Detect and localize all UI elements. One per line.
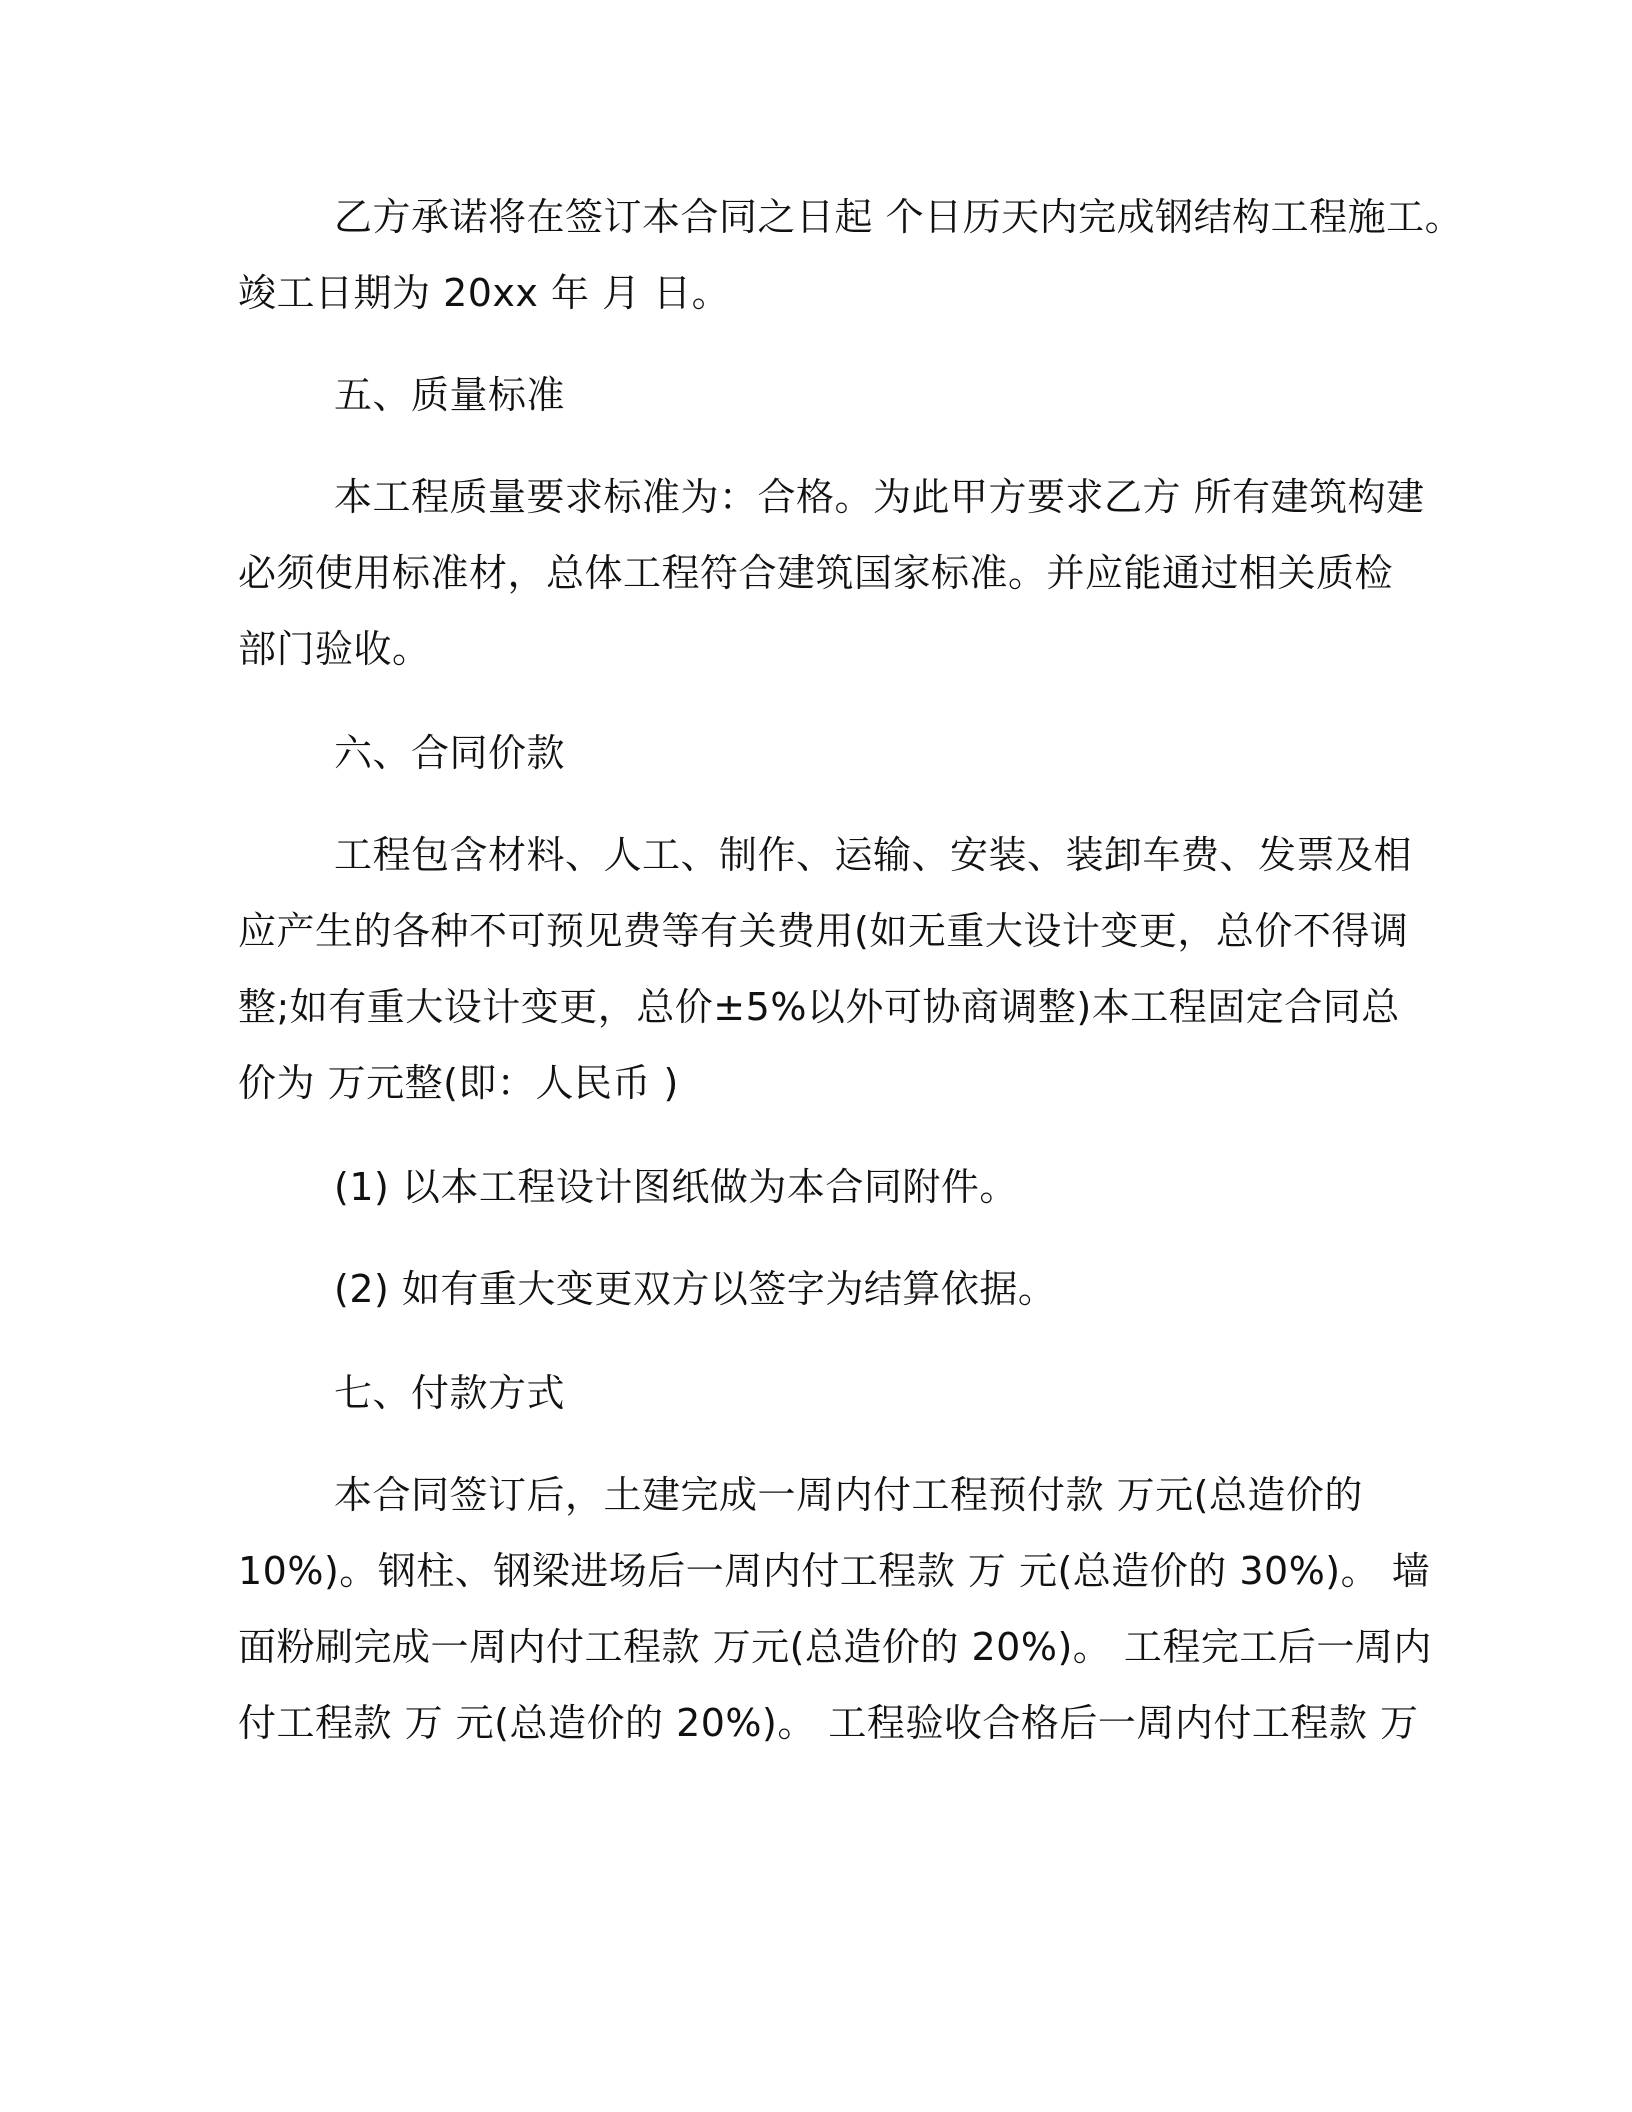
section-heading-quality: 五、质量标准: [334, 373, 566, 417]
paragraph-quality-line-3: 部门验收。: [238, 627, 431, 671]
paragraph-quality-line-1: 本工程质量要求标准为：合格。为此甲方要求乙方 所有建筑构建: [334, 475, 1425, 519]
paragraph-quality-line-2: 必须使用标准材，总体工程符合建筑国家标准。并应能通过相关质检: [238, 551, 1394, 595]
paragraph-completion-line-1: 乙方承诺将在签订本合同之日起 个日历天内完成钢结构工程施工。: [334, 195, 1464, 239]
paragraph-payment-line-2: 10%)。钢柱、钢梁进场后一周内付工程款 万 元(总造价的 30%)。 墙: [238, 1549, 1431, 1593]
paragraph-payment-line-3: 面粉刷完成一周内付工程款 万元(总造价的 20%)。 工程完工后一周内: [238, 1625, 1432, 1669]
paragraph-payment-line-1: 本合同签订后，土建完成一周内付工程预付款 万元(总造价的: [334, 1473, 1363, 1517]
paragraph-payment-line-4: 付工程款 万 元(总造价的 20%)。 工程验收合格后一周内付工程款 万: [238, 1701, 1419, 1745]
paragraph-price-line-2: 应产生的各种不可预见费等有关费用(如无重大设计变更，总价不得调: [238, 909, 1409, 953]
list-item-1: (1) 以本工程设计图纸做为本合同附件。: [334, 1165, 1018, 1209]
paragraph-completion-line-2: 竣工日期为 20xx 年 月 日。: [238, 271, 731, 315]
paragraph-price-line-3: 整;如有重大设计变更，总价±5%以外可协商调整)本工程固定合同总: [238, 985, 1400, 1029]
paragraph-price-line-4: 价为 万元整(即：人民币 ): [238, 1061, 679, 1105]
paragraph-price-line-1: 工程包含材料、人工、制作、运输、安装、装卸车费、发票及相: [334, 833, 1413, 877]
list-item-2: (2) 如有重大变更双方以签字为结算依据。: [334, 1267, 1057, 1311]
section-heading-payment: 七、付款方式: [334, 1371, 566, 1415]
section-heading-price: 六、合同价款: [334, 731, 566, 775]
